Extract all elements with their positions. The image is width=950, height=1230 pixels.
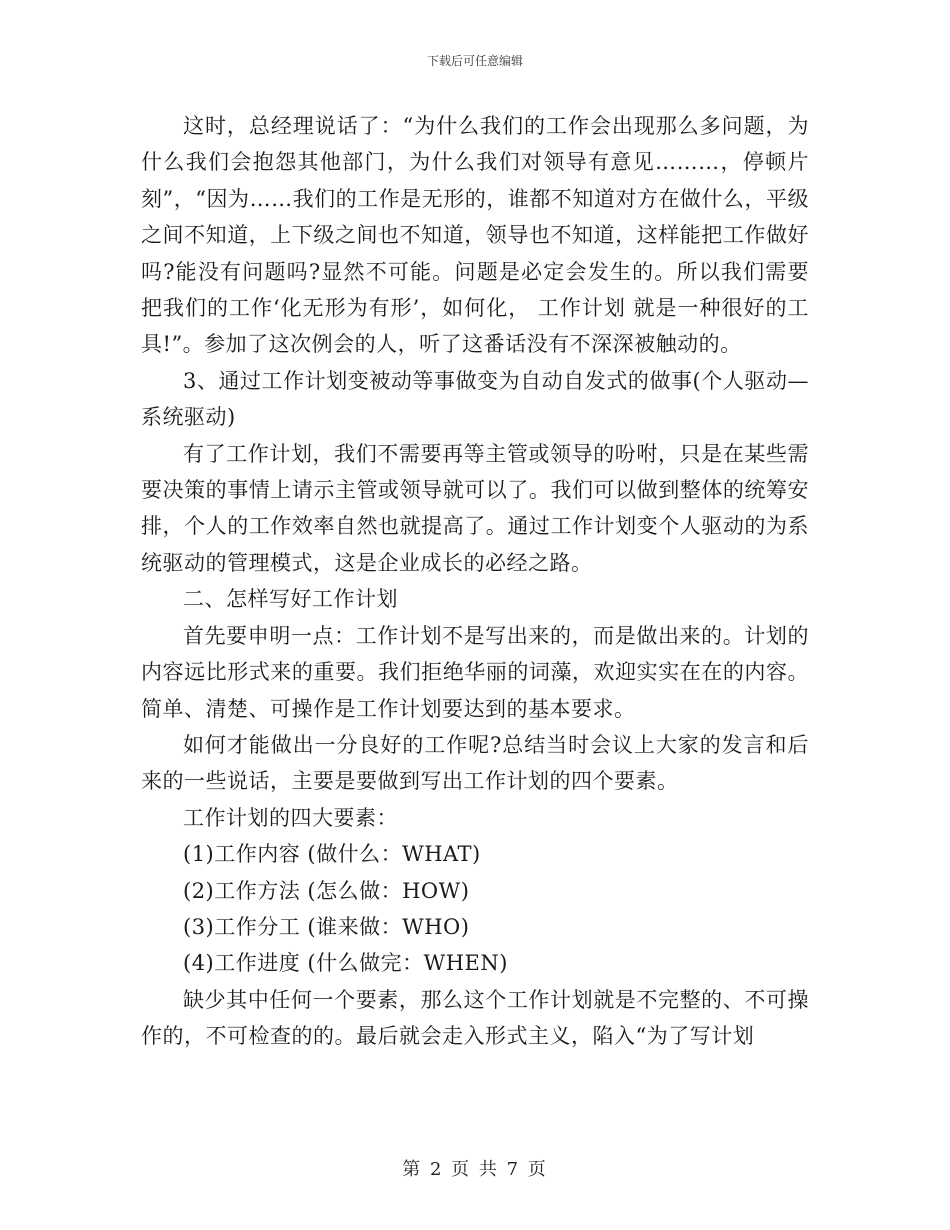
paragraph: 缺少其中任何一个要素，那么这个工作计划就是不完整的、不可操作的，不可检查的的。最后就会走入形式主义，陷入“为了写计划 — [141, 987, 809, 1049]
list-item: (4)工作进度 (什么做完：WHEN) — [183, 951, 508, 976]
page-number: 第 2 页 共 7 页 — [402, 1159, 548, 1180]
paragraph: 3、通过工作计划变被动等事做变为自动自发式的做事(个人驱动—系统驱动) — [141, 368, 809, 430]
list-heading: 工作计划的四大要素： — [183, 805, 398, 830]
paragraph: 这时，总经理说话了：“为什么我们的工作会出现那么多问题，为什么我们会抱怨其他部门，为什么我们对领导有意见………，停顿片刻”，“因为……我们的工作是无形的，谁都不知道对方在做什么，平级之间不知道，上下级之间也不知道，领导也不知道，这样能把工作做好吗?能没有问题吗?显然不可能。问题是必定会发生的。所以我们需要把我们的工作‘化无形为有形’，如何化， 工作计划 就是一种很好的工具!”。参加了这次例会的人，听了这番话没有不深深被触动的。 — [141, 114, 809, 357]
list-item: (2)工作方法 (怎么做：HOW) — [183, 878, 470, 903]
list-item: (3)工作分工 (谁来做：WHO) — [183, 914, 470, 939]
document-body — [141, 108, 809, 1055]
section-heading: 二、怎样写好工作计划 — [183, 587, 398, 612]
paragraph: 有了工作计划，我们不需要再等主管或领导的吩咐，只是在某些需要决策的事情上请示主管或领导就可以了。我们可以做到整体的统筹安排，个人的工作效率自然也就提高了。通过工作计划变个人驱动的为系统驱动的管理模式，这是企业成长的必经之路。 — [141, 441, 809, 575]
list-item: (1)工作内容 (做什么：WHAT) — [183, 842, 481, 867]
paragraph: 如何才能做出一分良好的工作呢?总结当时会议上大家的发言和后来的一些说话，主要是要做到写出工作计划的四个要素。 — [141, 732, 809, 794]
page-header: 下载后可任意编辑 — [426, 54, 523, 68]
paragraph: 首先要申明一点：工作计划不是写出来的，而是做出来的。计划的内容远比形式来的重要。我们拒绝华丽的词藻，欢迎实实在在的内容。简单、清楚、可操作是工作计划要达到的基本要求。 — [141, 623, 809, 721]
